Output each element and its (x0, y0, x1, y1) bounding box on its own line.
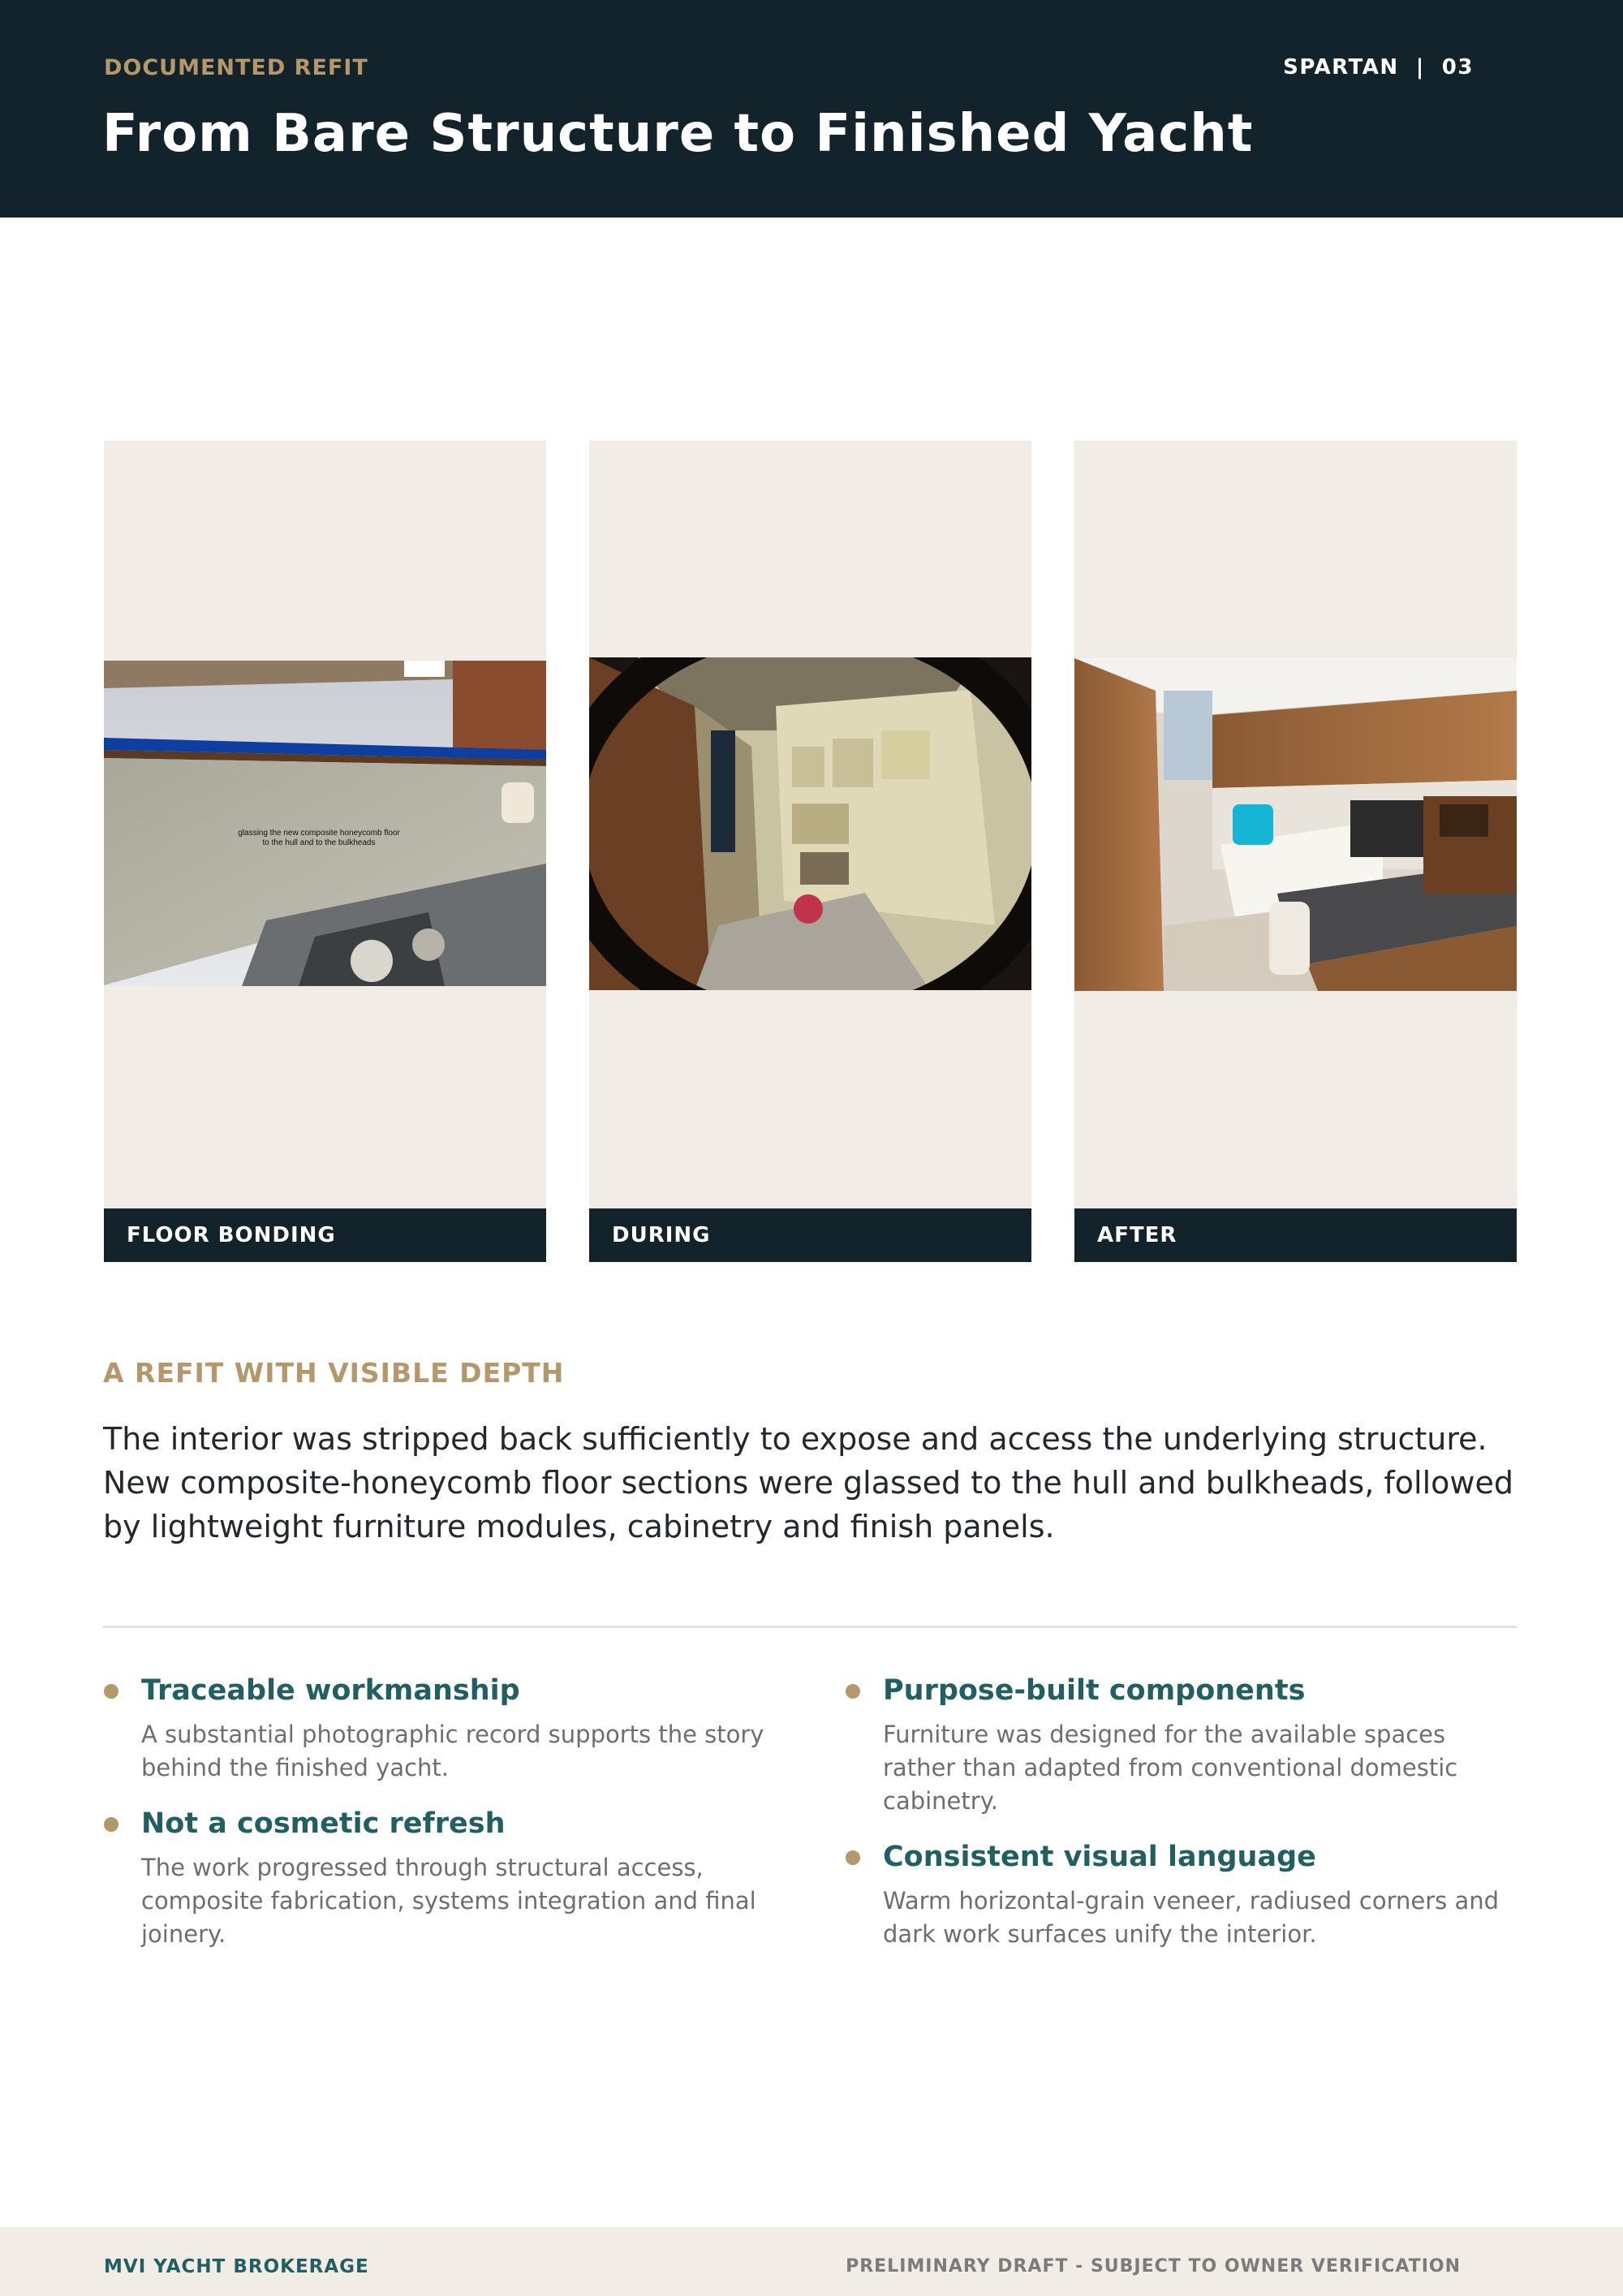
section-lead-paragraph: The interior was stripped back sufficiently to expose and access the underlying structure. New composite-honeycomb floor sections were glassed to the hull and bulkheads, followed by lightweight furniture modules, cabinetry and finish panels. (103, 1421, 1513, 1544)
page-tag: SPARTAN | 03 (1283, 55, 1474, 80)
bullet-dot-icon (104, 1684, 118, 1699)
bullet-dot-icon (846, 1684, 860, 1699)
header-eyebrow: DOCUMENTED REFIT (104, 55, 368, 80)
floor-bonding-photo (104, 661, 546, 986)
point-title: Consistent visual language (883, 1841, 1316, 1873)
bullet-dot-icon (846, 1850, 860, 1865)
gallery-card-after (1074, 441, 1517, 1262)
bullet-dot-icon (104, 1817, 118, 1832)
point-body: Furniture was designed for the available spaces rather than adapted from conventional domestic cabinetry. (883, 1721, 1458, 1815)
point-not-cosmetic (104, 1806, 756, 1951)
caption-during: DURING (589, 1208, 1031, 1262)
page-title: From Bare Structure to Finished Yacht (102, 104, 1254, 164)
section-divider (103, 1626, 1517, 1628)
floor-bonding-image (104, 661, 546, 986)
point-title: Purpose-built components (883, 1674, 1306, 1707)
caption-floor-bonding: FLOOR BONDING (104, 1208, 546, 1262)
point-body: Warm horizontal-grain veneer, radiused corners and dark work surfaces unify the interior. (883, 1887, 1500, 1948)
caption-after: AFTER (1074, 1208, 1517, 1262)
page-header (0, 0, 1623, 218)
after-photo (1074, 658, 1517, 991)
after-image (1074, 658, 1517, 991)
page-footer (0, 2227, 1623, 2296)
point-purpose-built (846, 1673, 1495, 1818)
point-traceable-workmanship (104, 1673, 764, 1785)
footer-brand: MVI YACHT BROKERAGE (104, 2256, 369, 2277)
during-image (589, 657, 1031, 990)
floor-photo-annotation-line2: to the hull and to the bulkheads (262, 838, 376, 847)
gallery-card-during (589, 441, 1031, 1262)
gallery-card-floor-bonding (104, 441, 546, 1262)
photo-gallery (0, 441, 1623, 1262)
point-title: Traceable workmanship (141, 1674, 520, 1707)
floor-photo-annotation-line1: glassing the new composite honeycomb floor (238, 829, 400, 838)
point-visual-language (846, 1839, 1500, 1951)
point-title: Not a cosmetic refresh (141, 1807, 506, 1840)
footer-note: PRELIMINARY DRAFT - SUBJECT TO OWNER VERIFICATION (846, 2256, 1461, 2277)
point-body: The work progressed through structural access, composite fabrication, systems integration and final joinery. (141, 1854, 756, 1948)
section-title: A REFIT WITH VISIBLE DEPTH (103, 1357, 565, 1389)
during-photo (589, 657, 1031, 990)
point-body: A substantial photographic record supports the story behind the finished yacht. (141, 1721, 764, 1781)
